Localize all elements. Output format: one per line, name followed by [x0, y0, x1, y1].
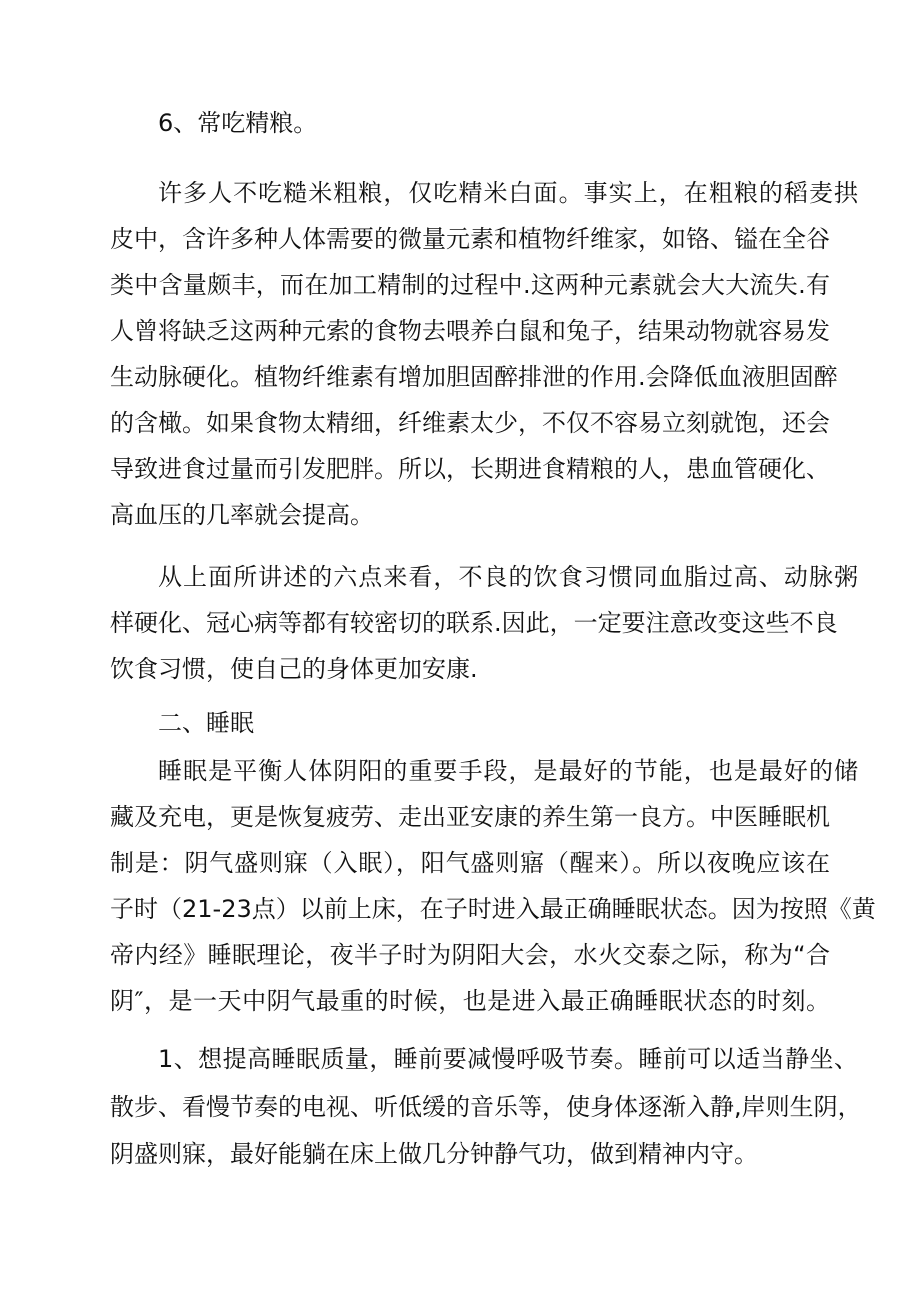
- paragraph-line: 人曾将缺乏这两种元索的食物去喂养白鼠和兔子，结果动物就容易发: [110, 317, 830, 345]
- paragraph-line: 皮中，含许多种人体需要的微量元素和植物纤维家，如铬、镒在全谷: [110, 225, 830, 253]
- paragraph-line: 样硬化、冠心病等都有较密切的联系.因此，一定要注意改变这些不良: [110, 609, 838, 637]
- paragraph-line: 阴″，是一天中阴气最重的时候，也是进入最正确睡眠状态的时刻。: [110, 987, 830, 1015]
- paragraph-line: 藏及充电，更是恢复疲劳、走出亚安康的养生第一良方。中医睡眠机: [110, 803, 830, 831]
- paragraph-line: 制是：阴气盛则寐（入眠），阳气盛则寤（醒来）。所以夜晚应该在: [110, 849, 830, 877]
- heading-item-6: 6、常吃精粮。: [158, 109, 318, 137]
- paragraph-line: 高血压的几率就会提高。: [110, 501, 374, 529]
- paragraph-line: 子时（21-23点）以前上床，在子时进入最正确睡眠状态。因为按照《黄: [110, 895, 876, 923]
- paragraph-line: 1、想提高睡眠质量，睡前要减慢呼吸节奏。睡前可以适当静坐、: [158, 1045, 858, 1073]
- section-heading-sleep: 二、睡眠: [158, 709, 254, 737]
- paragraph-line: 许多人不吃糙米粗粮，仅吃精米白面。事实上，在粗粮的稻麦拱: [158, 179, 858, 207]
- paragraph-line: 类中含量颇丰，而在加工精制的过程中.这两种元素就会大大流失.有: [110, 271, 830, 299]
- paragraph-line: 从上面所讲述的六点来看，不良的饮食习惯同血脂过高、动脉粥: [158, 563, 858, 591]
- paragraph-line: 帝内经》睡眠理论，夜半子时为阴阳大会，水火交泰之际，称为“合: [110, 941, 830, 969]
- paragraph-line: 导致进食过量而引发肥胖。所以，长期进食精粮的人，患血管硬化、: [110, 455, 830, 483]
- paragraph-line: 饮食习惯，使自己的身体更加安康.: [110, 655, 478, 683]
- paragraph-line: 的含橄。如果食物太精细，纤维素太少，不仅不容易立刻就饱，还会: [110, 409, 830, 437]
- paragraph-line: 生动脉硬化。植物纤维素有增加胆固醉排泄的作用.会降低血液胆固醉: [110, 363, 838, 391]
- paragraph-line: 散步、看慢节奏的电视、听低缓的音乐等，使身体逐渐入静,岸则生阴，: [110, 1093, 862, 1121]
- paragraph-line: 睡眠是平衡人体阴阳的重要手段，是最好的节能，也是最好的储: [158, 757, 858, 785]
- paragraph-line: 阴盛则寐，最好能躺在床上做几分钟静气功，做到精神内守。: [110, 1140, 758, 1168]
